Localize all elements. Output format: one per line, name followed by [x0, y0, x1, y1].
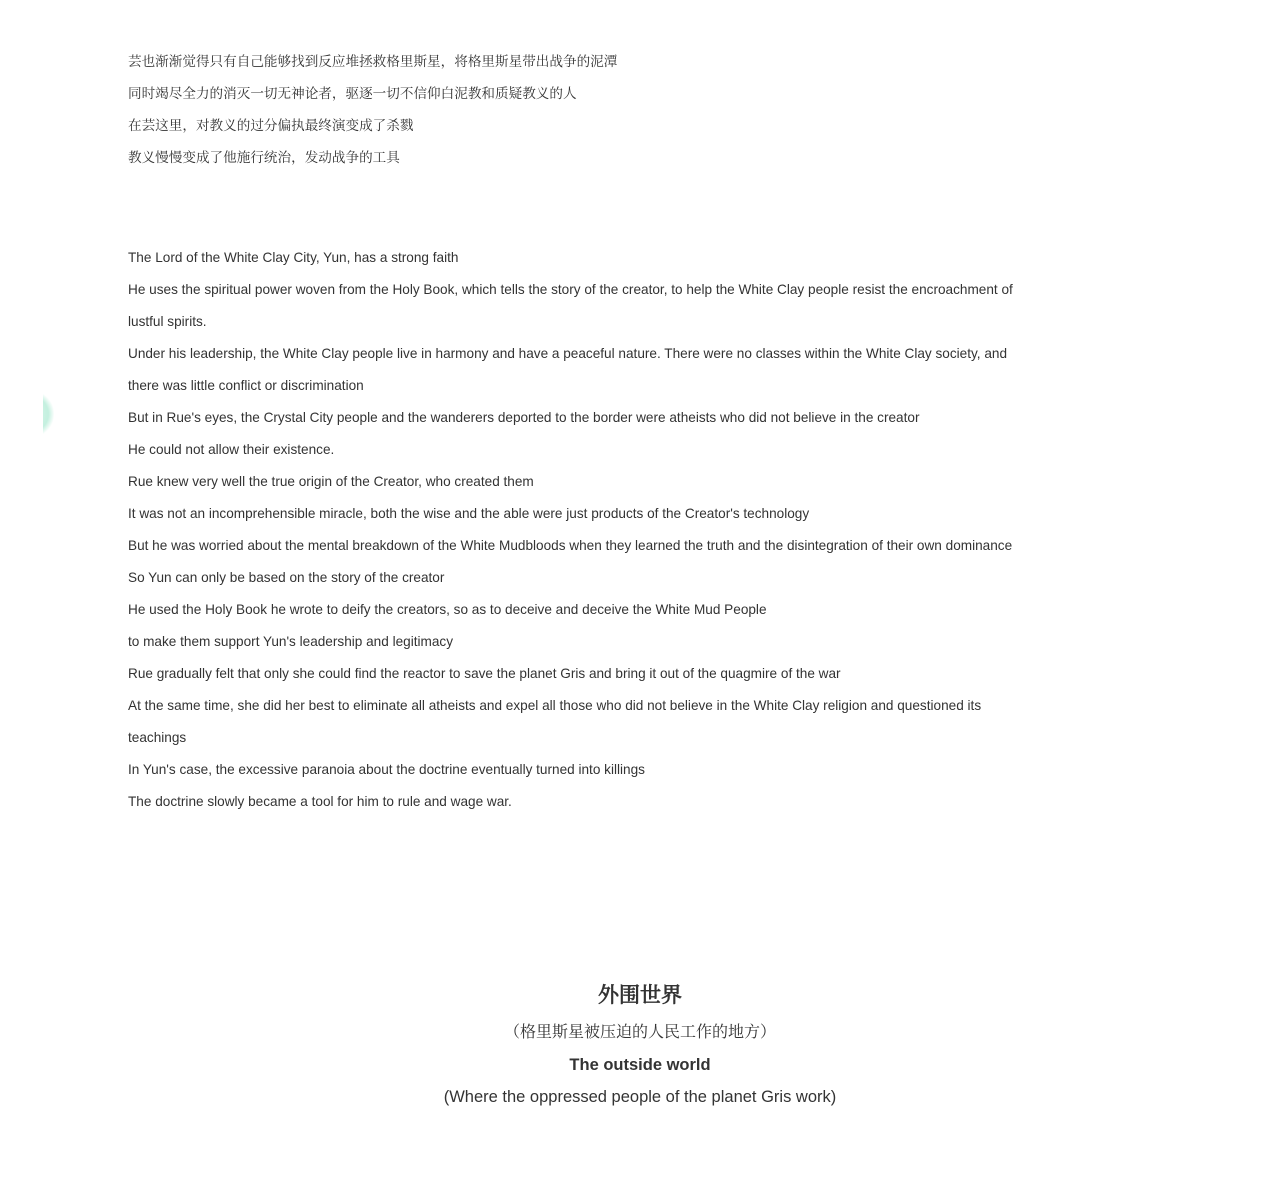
english-paragraph	[128, 242, 1038, 818]
en-line-14: In Yun's case, the excessive paranoia about the doctrine eventually turned into killings	[128, 762, 645, 777]
en-line-2: He uses the spiritual power woven from the Holy Book, which tells the story of the creator, to help the White Clay people resist the encroachment of lustful spirits.	[128, 282, 1013, 329]
zh-line-2: 同时竭尽全力的消灭一切无神论者，驱逐一切不信仰白泥教和质疑教义的人	[128, 86, 577, 101]
en-line-13: At the same time, she did her best to eliminate all atheists and expel all those who did not believe in the White Clay religion and questioned its teachings	[128, 698, 982, 745]
section-title-zh: 外围世界	[598, 984, 682, 1007]
en-line-11: to make them support Yun's leadership and legitimacy	[128, 634, 454, 649]
section-subtitle-en: (Where the oppressed people of the planet Gris work)	[443, 1088, 837, 1106]
en-line-10: He used the Holy Book he wrote to deify the creators, so as to deceive and deceive the White Mud People	[128, 602, 767, 617]
en-line-1: The Lord of the White Clay City, Yun, has a strong faith	[128, 250, 459, 265]
section-heading	[0, 974, 1280, 1112]
chinese-paragraph	[128, 46, 1038, 174]
zh-line-4: 教义慢慢变成了他施行统治，发动战争的工具	[128, 150, 400, 165]
en-line-6: Rue knew very well the true origin of the Creator, who created them	[128, 474, 534, 489]
en-line-4: But in Rue's eyes, the Crystal City people and the wanderers deported to the border were atheists who did not believe in the creator	[128, 410, 920, 425]
en-line-9: So Yun can only be based on the story of the creator	[128, 570, 445, 585]
en-line-8: But he was worried about the mental breakdown of the White Mudbloods when they learned the truth and the disintegration of their own dominance	[128, 538, 1013, 553]
en-line-15: The doctrine slowly became a tool for him to rule and wage war.	[128, 794, 512, 809]
side-decoration-arc	[0, 390, 54, 438]
en-line-3: Under his leadership, the White Clay people live in harmony and have a peaceful nature. There were no classes within the White Clay society, and there was little conflict or discrimination	[128, 346, 1008, 393]
en-line-12: Rue gradually felt that only she could find the reactor to save the planet Gris and bring it out of the quagmire of the war	[128, 666, 841, 681]
zh-line-3: 在芸这里，对教义的过分偏执最终演变成了杀戮	[128, 118, 414, 133]
en-line-5: He could not allow their existence.	[128, 442, 335, 457]
en-line-7: It was not an incomprehensible miracle, both the wise and the able were just products of the Creator's technology	[128, 506, 810, 521]
section-subtitle-zh: （格里斯星被压迫的人民工作的地方）	[503, 1024, 776, 1041]
section-title-en: The outside world	[569, 1056, 711, 1074]
zh-line-1: 芸也渐渐觉得只有自己能够找到反应堆拯救格里斯星，将格里斯星带出战争的泥潭	[128, 54, 618, 69]
